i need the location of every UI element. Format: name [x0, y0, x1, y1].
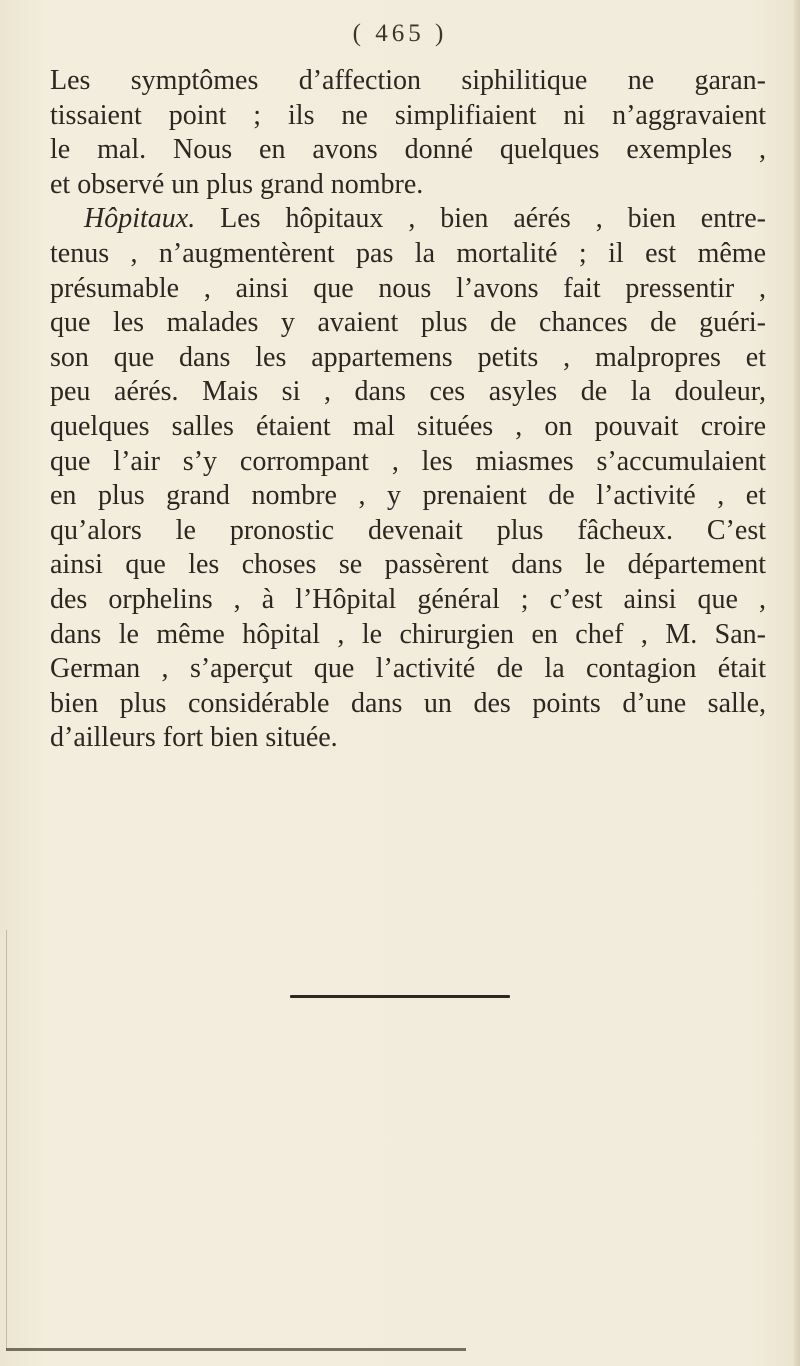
- text-line: le mal. Nous en avons donné quelques exemples ,: [50, 134, 766, 166]
- page-number: ( 465 ): [352, 20, 448, 47]
- body-text: [50, 64, 766, 756]
- text-line: bien plus considérable dans un des points d’une salle,: [50, 687, 766, 719]
- text-line: tenus , n’augmentèrent pas la mortalité ; il est même: [50, 237, 766, 269]
- bottom-margin-line: [6, 1348, 466, 1351]
- text-line: que les malades y avaient plus de chances de guéri-: [50, 307, 766, 339]
- text-line: quelques salles étaient mal situées , on pouvait croire: [50, 410, 766, 442]
- text-line: Les symptômes d’affection siphilitique ne garan-: [50, 65, 766, 96]
- text-line: et observé un plus grand nombre.: [50, 168, 424, 200]
- text-line: présumable , ainsi que nous l’avons fait pressentir ,: [50, 272, 766, 304]
- text-line: Les hôpitaux , bien aérés , bien entre-: [220, 203, 767, 235]
- section-first-line: [50, 202, 766, 237]
- text-line: German , s’aperçut que l’activité de la contagion était: [50, 653, 766, 685]
- text-line: dans le même hôpital , le chirurgien en chef , M. San-: [50, 618, 766, 650]
- section-end-rule: [290, 995, 510, 998]
- text-line: en plus grand nombre , y prenaient de l’activité , et: [50, 480, 766, 512]
- text-line: son que dans les appartemens petits , malpropres et: [50, 341, 766, 373]
- left-margin-line: [6, 930, 7, 1350]
- text-line: peu aérés. Mais si , dans ces asyles de la douleur,: [50, 376, 766, 408]
- text-line: qu’alors le pronostic devenait plus fâcheux. C’est: [50, 514, 766, 546]
- page-edge-shadow: [794, 0, 800, 1366]
- text-line: que l’air s’y corrompant , les miasmes s’accumulaient: [50, 445, 766, 477]
- section-heading: Hôpitaux.: [84, 203, 196, 235]
- text-line: ainsi que les choses se passèrent dans le département: [50, 549, 766, 581]
- text-line: d’ailleurs fort bien située.: [50, 722, 338, 754]
- text-line: tissaient point ; ils ne simplifiaient ni n’aggravaient: [50, 99, 766, 131]
- text-line: des orphelins , à l’Hôpital général ; c’est ainsi que ,: [50, 583, 766, 615]
